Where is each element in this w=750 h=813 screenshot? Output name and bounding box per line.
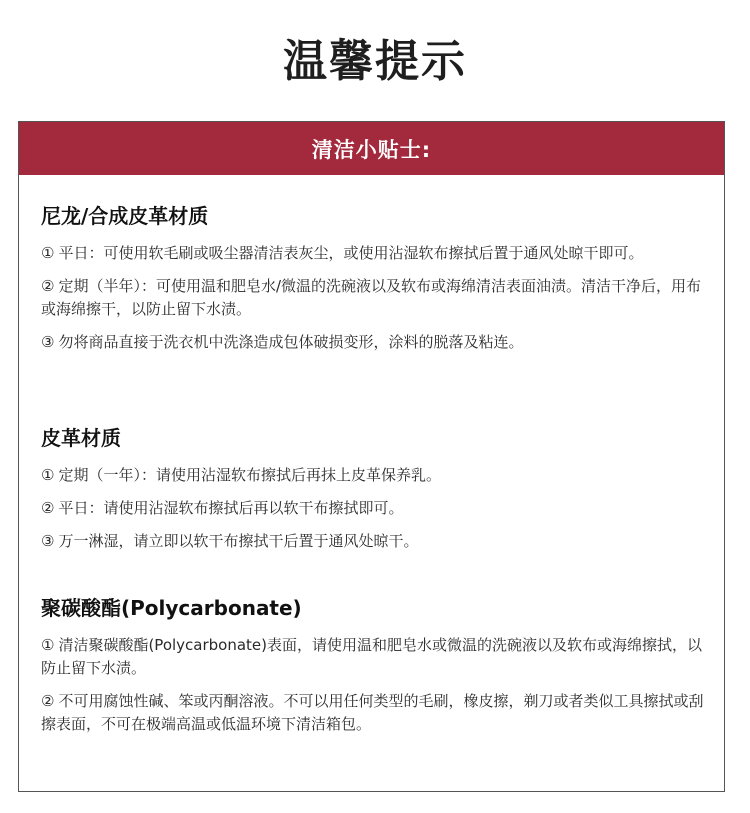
list-item: ① 平日：可使用软毛刷或吸尘器清洁表灰尘，或使用沾湿软布擦拭后置于通风处晾干即可。 bbox=[41, 244, 644, 262]
list-item: ② 定期（半年）：可使用温和肥皂水/微温的洗碗液以及软布或海绵清洁表面油渍。清洁干净后，用布或海绵擦干，以防止留下水渍。 bbox=[41, 277, 702, 318]
section-leather bbox=[41, 424, 706, 553]
section-title: 聚碳酸酯(Polycarbonate) bbox=[41, 596, 302, 620]
section-polycarbonate bbox=[41, 594, 706, 736]
section-title: 皮革材质 bbox=[41, 426, 121, 450]
cleaning-tips-card bbox=[18, 121, 725, 792]
list-item: ② 不可用腐蚀性碱、笨或丙酮溶液。不可以用任何类型的毛刷，橡皮擦，剃刀或者类似工具擦拭或刮擦表面，不可在极端高温或低温环境下清洁箱包。 bbox=[41, 692, 704, 733]
list-item: ③ 勿将商品直接于洗衣机中洗涤造成包体破损变形，涂料的脱落及粘连。 bbox=[41, 333, 524, 351]
list-item: ① 定期（一年）：请使用沾湿软布擦拭后再抹上皮革保养乳。 bbox=[41, 466, 441, 484]
section-title: 尼龙/合成皮革材质 bbox=[41, 204, 209, 228]
list-item: ③ 万一淋湿，请立即以软干布擦拭干后置于通风处晾干。 bbox=[41, 532, 419, 550]
list-item: ② 平日：请使用沾湿软布擦拭后再以软干布擦拭即可。 bbox=[41, 499, 404, 517]
section-nylon bbox=[41, 202, 706, 354]
card-header: 清洁小贴士: bbox=[19, 122, 724, 175]
page-title: 温馨提示 bbox=[283, 36, 467, 87]
list-item: ① 清洁聚碳酸酯(Polycarbonate)表面，请使用温和肥皂水或微温的洗碗液以及软布或海绵擦拭，以防止留下水渍。 bbox=[41, 636, 703, 677]
